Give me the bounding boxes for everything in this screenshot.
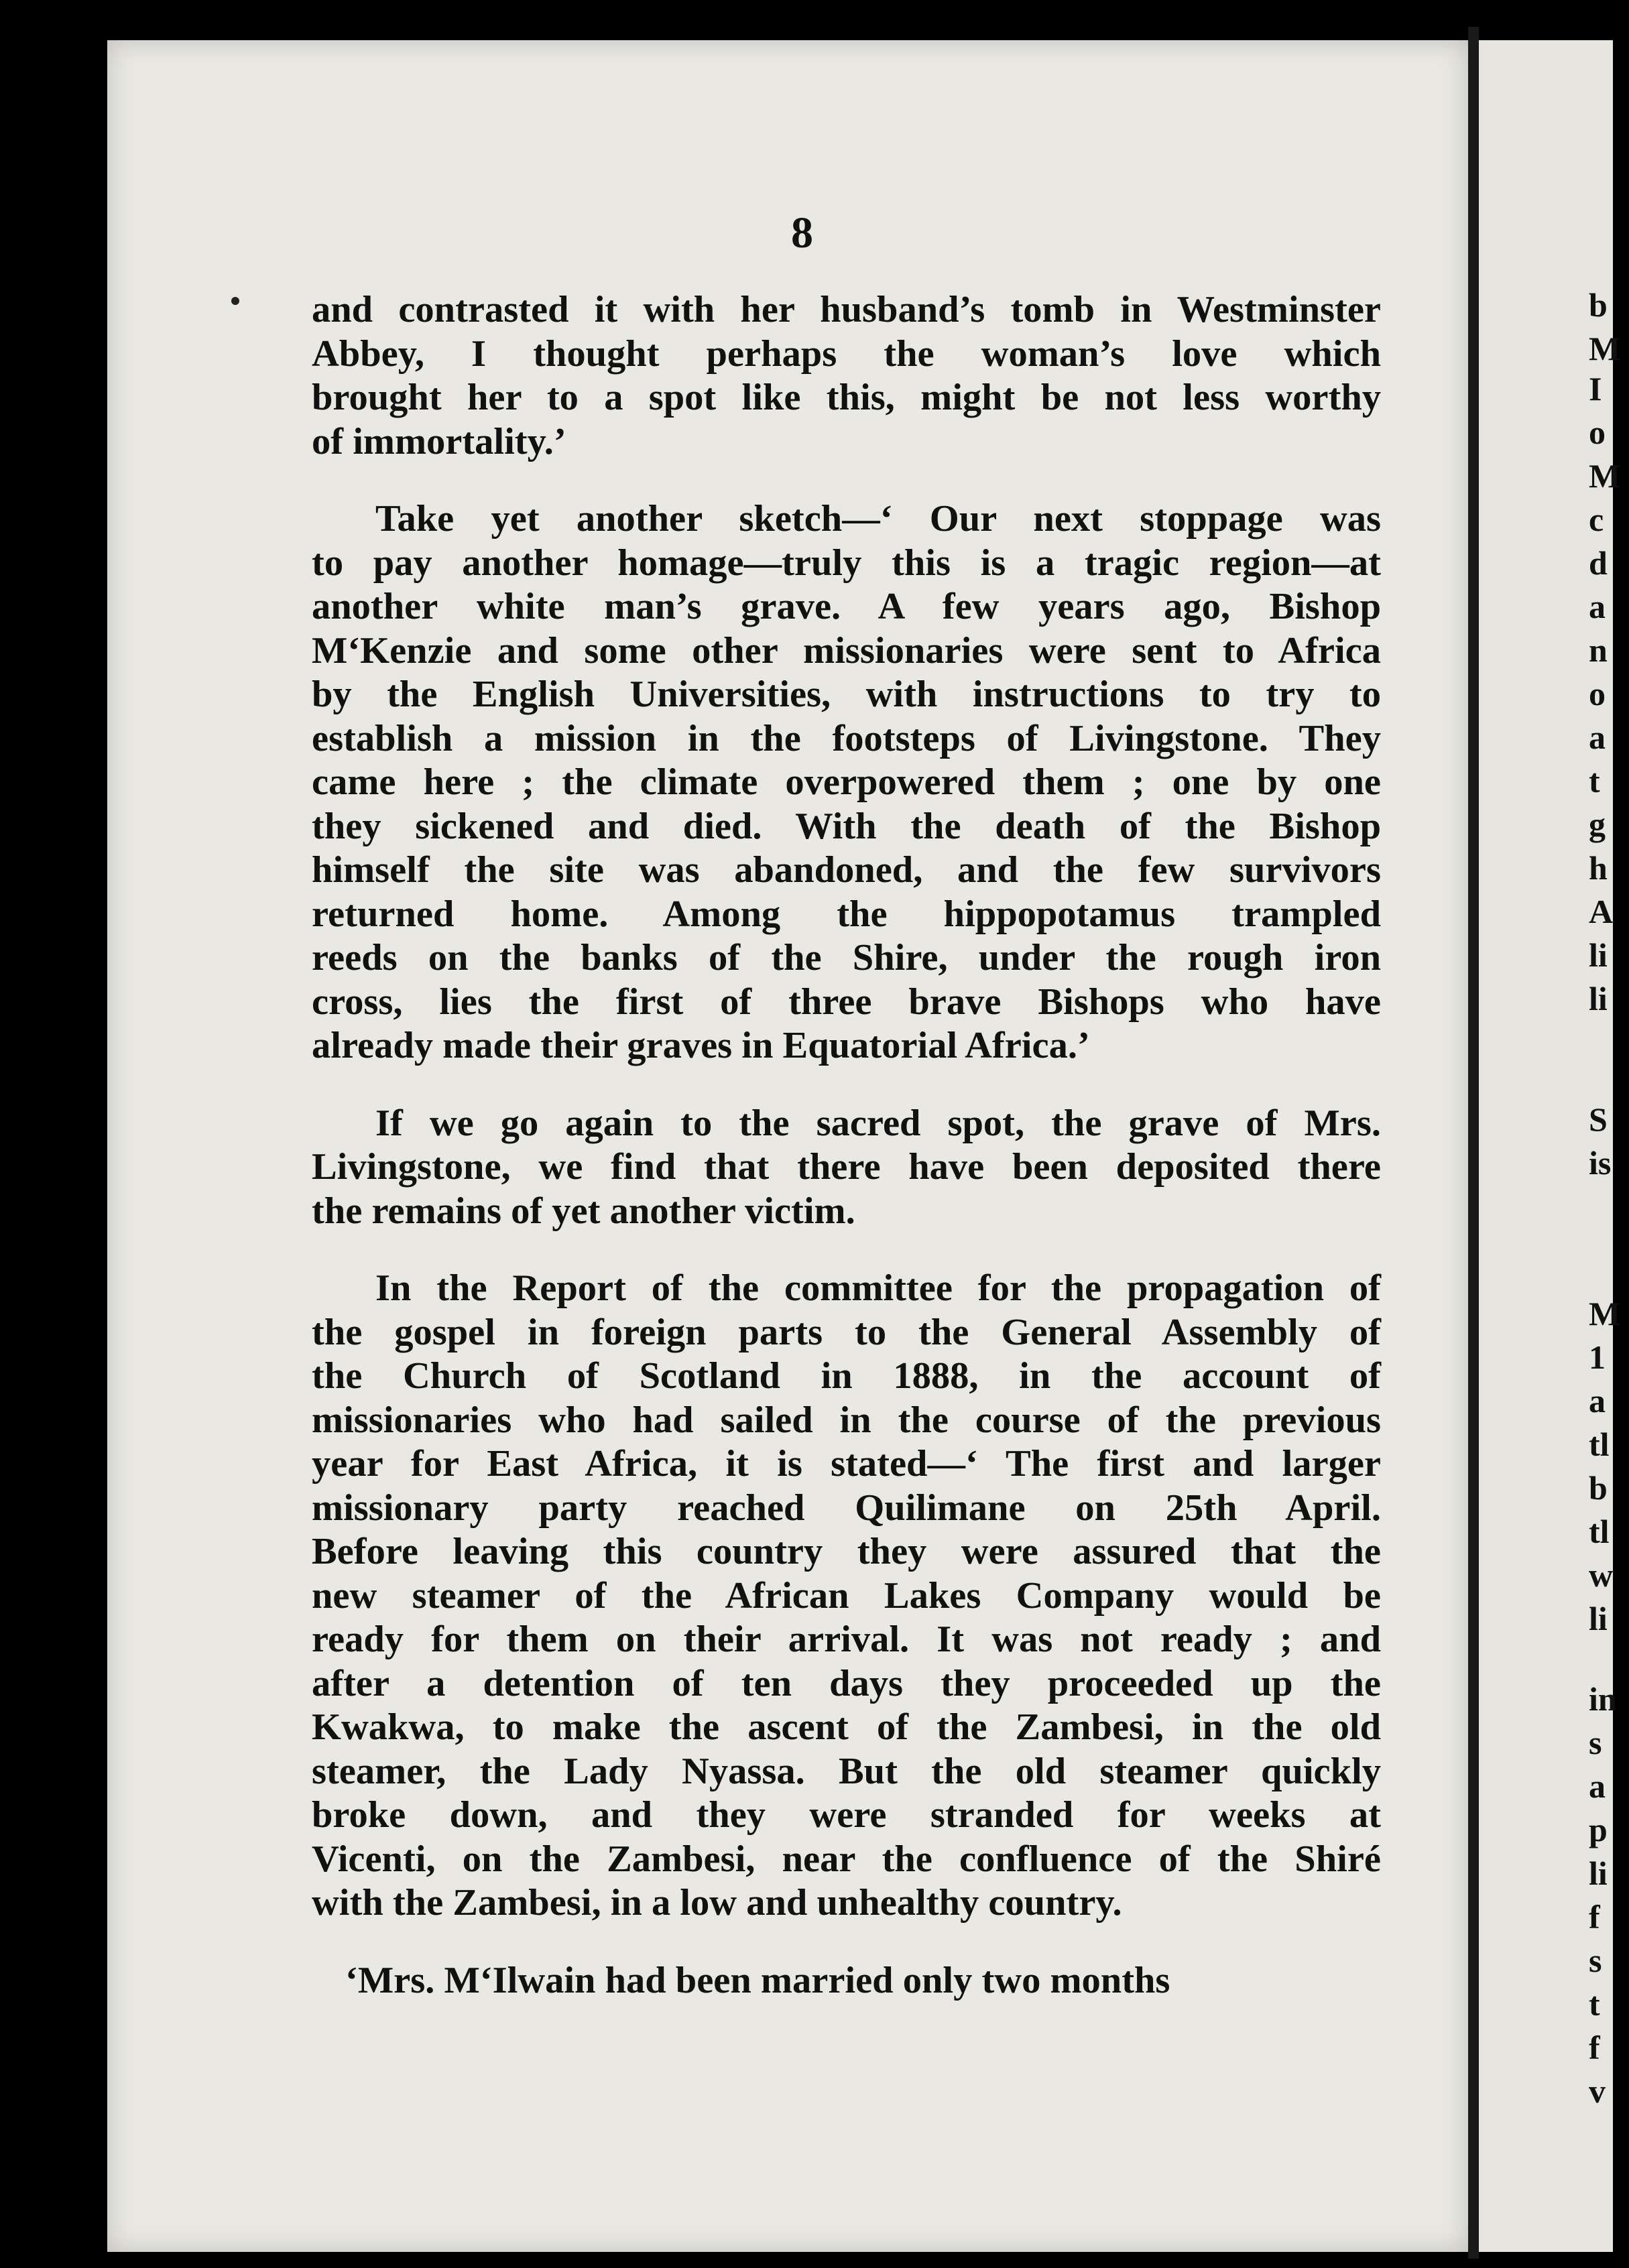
text-line: the gospel in foreign parts to the General Assembly of [312, 1311, 1381, 1353]
facing-page-fragment: f [1589, 2029, 1600, 2066]
text-line: Take yet another sketch—‘ Our next stoppage was [375, 498, 1381, 540]
facing-page-fragment: a [1589, 1767, 1606, 1805]
text-line: missionary party reached Quilimane on 25th April. [312, 1487, 1381, 1529]
paragraph [312, 1102, 1381, 1234]
text-line: steamer, the Lady Nyassa. But the old steamer quickly [312, 1750, 1381, 1792]
facing-page-fragment: M [1589, 1295, 1621, 1332]
paragraph [312, 288, 1381, 464]
facing-page-fragment: b [1589, 286, 1608, 324]
facing-page-fragment: t [1589, 1985, 1600, 2023]
text-line: already made their graves in Equatorial Africa.’ [312, 1025, 1090, 1066]
paragraph-gap [312, 464, 1381, 497]
text-line: to pay another homage—truly this is a tragic region—at [312, 542, 1381, 584]
text-line: broke down, and they were stranded for weeks at [312, 1794, 1381, 1836]
facing-page-fragment: li [1589, 936, 1608, 974]
paragraph [312, 1267, 1381, 1926]
facing-page-fragment: n [1589, 631, 1608, 669]
text-line: returned home. Among the hippopotamus trampled [312, 893, 1381, 935]
facing-page-fragment: c [1589, 501, 1604, 538]
text-line: establish a mission in the footsteps of Livingstone. They [312, 717, 1381, 759]
facing-page-fragment: h [1589, 849, 1608, 887]
facing-page-fragment: is [1589, 1144, 1612, 1182]
text-line: If we go again to the sacred spot, the grave of Mrs. [375, 1102, 1381, 1144]
text-line: himself the site was abandoned, and the few survivors [312, 849, 1381, 891]
text-line: reeds on the banks of the Shire, under the rough iron [312, 937, 1381, 979]
paragraph-gap [312, 1926, 1381, 1959]
text-line: by the English Universities, with instructions to try to [312, 674, 1381, 715]
paragraph [312, 1959, 1381, 2003]
text-line: Before leaving this country they were assured that the [312, 1531, 1381, 1572]
text-line: missionaries who had sailed in the course of the previous [312, 1399, 1381, 1441]
text-line: ready for them on their arrival. It was not ready ; and [312, 1619, 1381, 1660]
facing-page-fragment: li [1589, 1854, 1608, 1892]
text-line: Livingstone, we find that there have been deposited there [312, 1146, 1381, 1188]
facing-page-fragment: tl [1589, 1513, 1610, 1550]
text-line: M‘Kenzie and some other missionaries were sent to Africa [312, 629, 1381, 672]
facing-page-fragment: li [1589, 980, 1608, 1017]
facing-page-fragment: M [1589, 330, 1621, 367]
ink-dot [231, 297, 239, 305]
facing-page-fragment: t [1589, 762, 1600, 800]
page-body [312, 288, 1381, 2003]
text-line: Abbey, I thought perhaps the woman’s love which [312, 332, 1381, 375]
text-line: new steamer of the African Lakes Company would be [312, 1574, 1381, 1617]
facing-page-fragment: I [1589, 370, 1602, 407]
facing-page-fragment: d [1589, 544, 1608, 582]
paragraph-gap [312, 1233, 1381, 1267]
facing-page-fragment: 1 [1589, 1338, 1606, 1376]
text-line: brought her to a spot like this, might be not less worthy [312, 377, 1381, 418]
facing-page-fragment: p [1589, 1811, 1608, 1848]
text-line: after a detention of ten days they proceeded up the [312, 1662, 1381, 1704]
text-line: of immortality.’ [312, 420, 566, 462]
paragraph [312, 497, 1381, 1068]
text-line: In the Report of the committee for the propagation of [375, 1267, 1381, 1309]
facing-page-fragment: a [1589, 718, 1606, 756]
facing-page-fragment: s [1589, 1724, 1602, 1761]
facing-page-fragment: b [1589, 1469, 1608, 1507]
facing-page-fragment: tl [1589, 1426, 1610, 1463]
text-line: year for East Africa, it is stated—‘ The first and larger [312, 1443, 1381, 1485]
facing-page-fragment: M [1589, 457, 1621, 495]
text-line: another white man’s grave. A few years ago, Bishop [312, 586, 1381, 627]
facing-page-fragment: a [1589, 1382, 1606, 1420]
text-line: ‘Mrs. M‘Ilwain had been married only two months [345, 1959, 1170, 2001]
facing-page-fragment: g [1589, 806, 1606, 843]
text-line: cross, lies the first of three brave Bishops who have [312, 981, 1381, 1023]
facing-page-fragment: S [1589, 1100, 1608, 1138]
facing-page-fragment: w [1589, 1556, 1614, 1594]
text-line: came here ; the climate overpowered them ; one by one [312, 761, 1381, 803]
text-line: they sickened and died. With the death of the Bishop [312, 805, 1381, 847]
page-number: 8 [791, 208, 813, 257]
facing-page-fragment: li [1589, 1600, 1608, 1637]
facing-page-fragment: o [1589, 414, 1606, 451]
book-gutter [1468, 27, 1479, 2259]
facing-page-fragment: f [1589, 1898, 1600, 1936]
text-line: the Church of Scotland in 1888, in the account of [312, 1355, 1381, 1397]
facing-page-fragment: o [1589, 675, 1606, 712]
text-line: the remains of yet another victim. [312, 1190, 855, 1232]
paragraph-gap [312, 1068, 1381, 1102]
text-line: with the Zambesi, in a low and unhealthy country. [312, 1882, 1122, 1924]
facing-page-fragment: v [1589, 2072, 1606, 2110]
text-line: Vicenti, on the Zambesi, near the confluence of the Shiré [312, 1838, 1381, 1880]
facing-page-fragment: A [1589, 893, 1614, 930]
facing-page-fragment: in [1589, 1680, 1617, 1718]
facing-page-fragment: a [1589, 588, 1606, 625]
facing-page-fragment: s [1589, 1942, 1602, 1979]
text-line: and contrasted it with her husband’s tomb in Westminster [312, 289, 1381, 330]
text-line: Kwakwa, to make the ascent of the Zambesi, in the old [312, 1706, 1381, 1748]
